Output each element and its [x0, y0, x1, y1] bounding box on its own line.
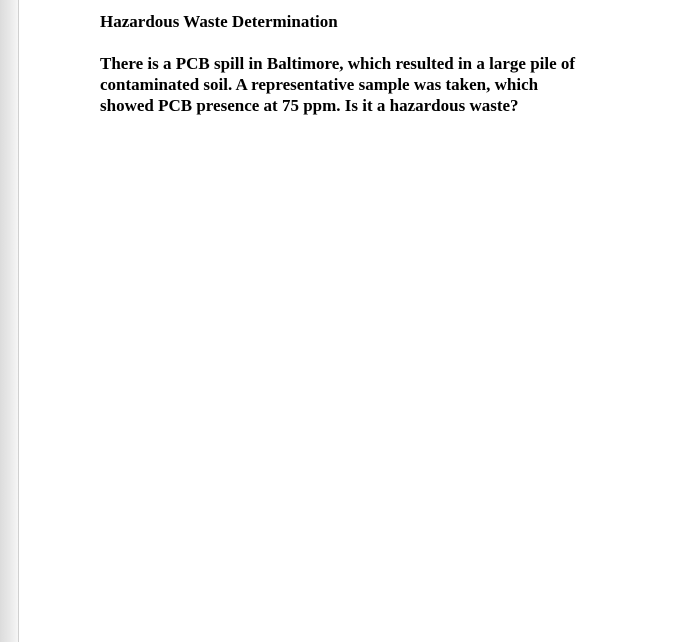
question-text	[100, 53, 640, 116]
question-line: showed PCB presence at 75 ppm. Is it a hazardous waste?	[100, 96, 519, 115]
document-page	[19, 0, 700, 642]
question-line: contaminated soil. A representative sample was taken, which	[100, 75, 539, 94]
document-title: Hazardous Waste Determination	[100, 12, 338, 31]
document-content	[100, 11, 640, 116]
question-line: There is a PCB spill in Baltimore, which resulted in a large pile of	[100, 54, 576, 73]
page-left-edge	[0, 0, 19, 642]
